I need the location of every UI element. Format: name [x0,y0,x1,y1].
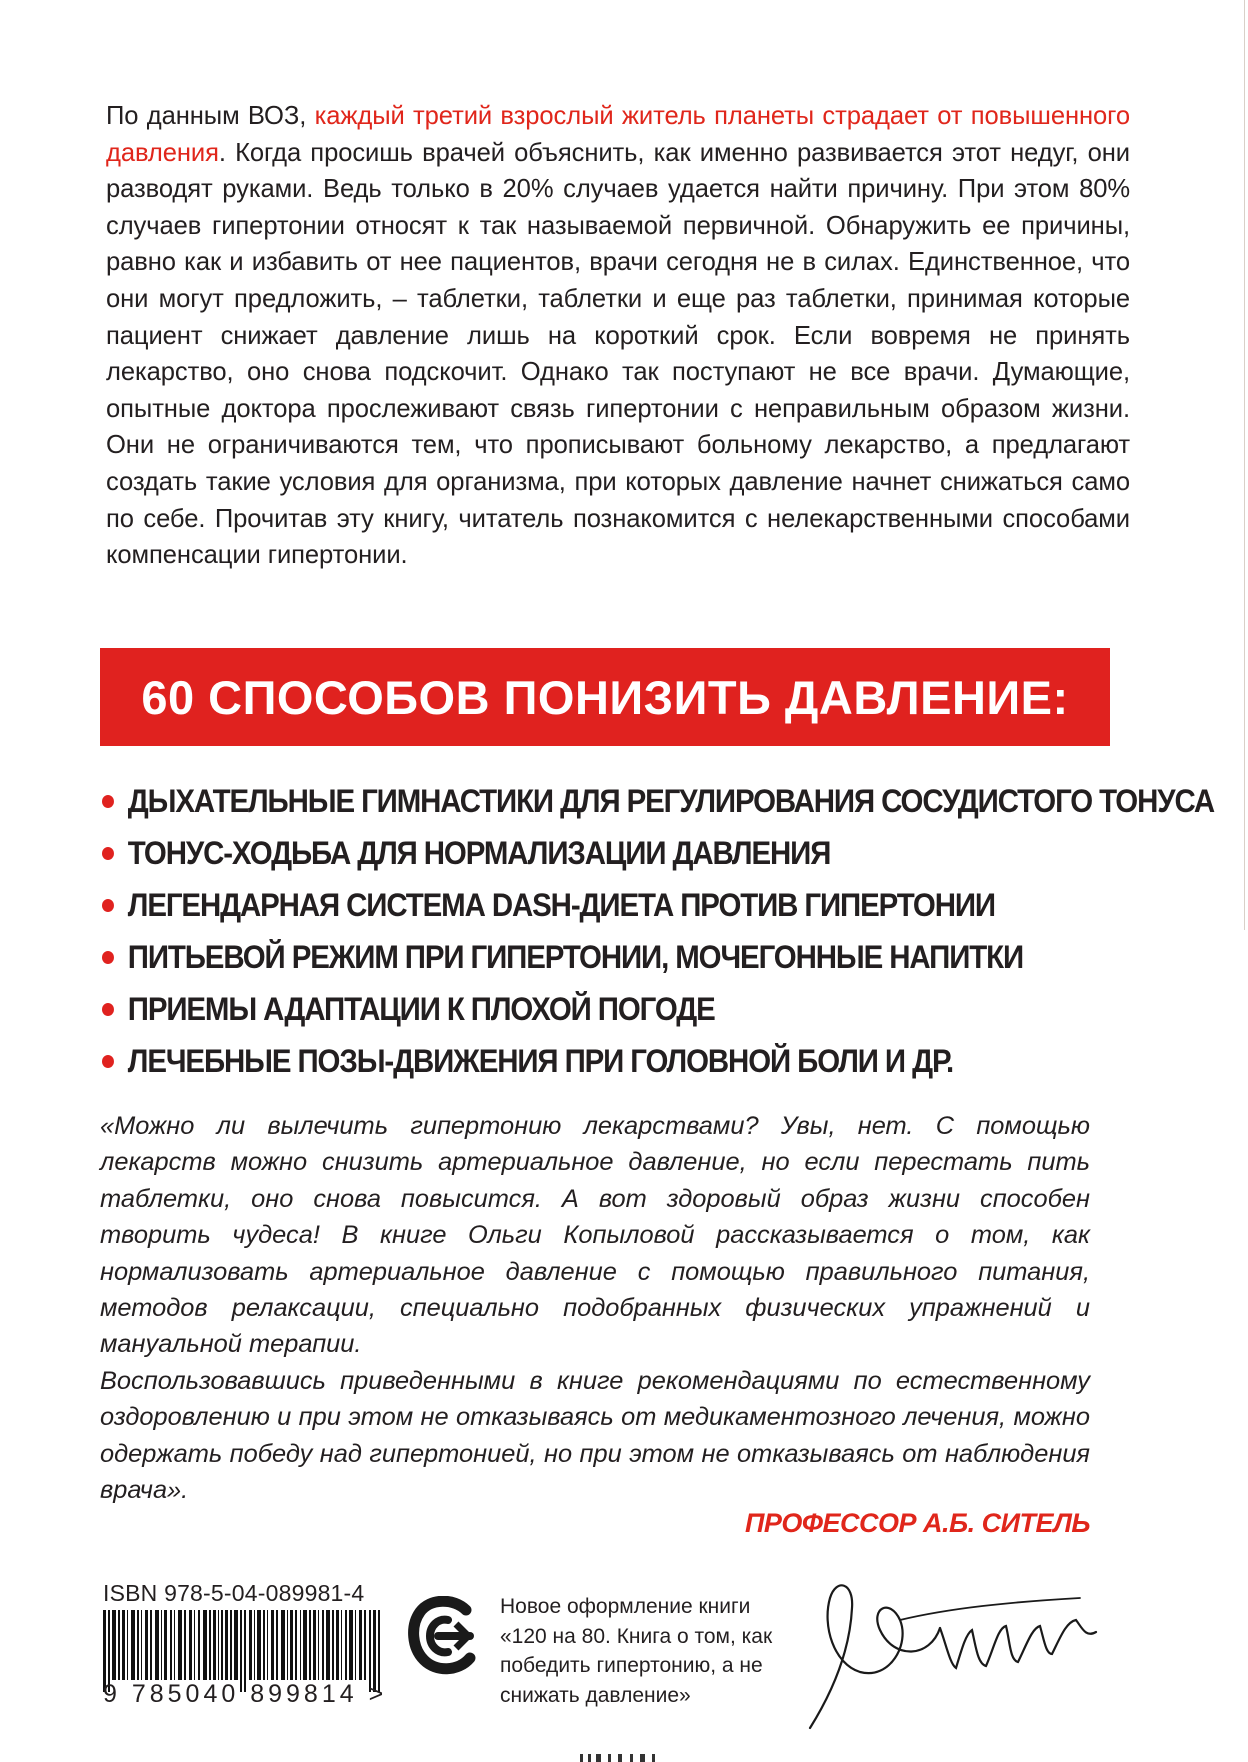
list-item [102,879,1077,931]
list-item-label: ПРИЕМЫ АДАПТАЦИИ К ПЛОХОЙ ПОГОДЕ [127,991,715,1027]
signature-icon [790,1568,1130,1738]
isbn-label: ISBN 978-5-04-089981-4 [103,1580,365,1606]
list-item-label: ТОНУС-ХОДЬБА ДЛЯ НОРМАЛИЗАЦИИ ДАВЛЕНИЯ [127,835,831,871]
bullet-icon [102,1055,114,1068]
page-edge-line [1244,0,1245,930]
list-item [102,983,1077,1035]
bullet-icon [102,1003,114,1016]
barcode-digits: 9 785040 899814 > [103,1680,388,1708]
quote-author: ПРОФЕССОР А.Б. СИТЕЛЬ [744,1508,1090,1538]
bullet-icon [102,847,114,860]
bullet-icon [102,795,114,808]
ways-list [102,775,1215,1087]
intro-rest: . Когда просишь врачей объяснить, как именно развивается этот недуг, они разводят руками. Ведь только в 20% случаев удается найти причину. При этом 80% случаев гипертонии относят к так называемой первичной. Обнаружить ее причины, равно как и избавить от нее пациентов, врачи сегодня не в силах. Единственное, что они могут предложить, – таблетки, таблетки и еще раз таблетки, принимая которые пациент снижает давление лишь на короткий срок. Если вовремя не принять лекарство, оно снова подскочит. Однако так поступают не все врачи. Думающие, опытные доктора прослеживают связь гипертонии с неправильным образом жизни. Они не ограничиваются тем, что прописывают больному лекарство, а предлагают создать такие условия для организма, при которых давление начнет снижаться само по себе. Прочитав эту книгу, читатель познакомится с нелекарственными способами компенсации гипертонии. [106,138,1130,570]
list-item-label: ДЫХАТЕЛЬНЫЕ ГИМНАСТИКИ ДЛЯ РЕГУЛИРОВАНИЯ СОСУДИСТОГО ТОНУСА [127,783,1215,819]
ways-banner: 60 СПОСОБОВ ПОНИЗИТЬ ДАВЛЕНИЕ: [100,648,1110,746]
quote-paragraph-1: «Можно ли вылечить гипертонию лекарствами? Увы, нет. С помощью лекарств можно снизить артериальное давление, но если перестать пить таблетки, оно снова повысится. А вот здоровый образ жизни способен творить чудеса! В книге Ольги Копыловой рассказывается о том, как нормализовать артериальное давление с помощью правильного питания, методов релаксации, специально подобранных физических упражнений и мануальной терапии. [100,1112,1090,1359]
quote-paragraph-2: Воспользовавшись приведенными в книге рекомендациями по естественному оздоровлению и при этом не отказываясь от медикаментозного лечения, можно одержать победу над гипертонией, но при этом не отказываясь от наблюдения врача». [100,1366,1090,1505]
list-item-label: ЛЕГЕНДАРНАЯ СИСТЕМА DASH-ДИЕТА ПРОТИВ ГИПЕРТОНИИ [127,887,995,923]
endorsement-quote [100,1108,1090,1508]
crop-marks [580,1752,670,1762]
list-item [102,1035,1077,1087]
list-item-label: ПИТЬЕВОЙ РЕЖИМ ПРИ ГИПЕРТОНИИ, МОЧЕГОННЫЕ НАПИТКИ [127,939,1024,975]
list-item [102,775,1215,827]
intro-paragraph [106,98,1130,574]
bullet-icon [102,951,114,964]
series-note: Новое оформление книги «120 на 80. Книга о том, как победить гипертонию, а не снижать давление» [500,1595,773,1707]
intro-highlight: каждый третий взрослый житель планеты страдает от повышенного давления [106,102,1130,167]
eksmo-logo-icon [408,1596,480,1676]
list-item [102,931,1077,983]
list-item [102,827,1077,879]
intro-lead: По данным ВОЗ, [106,102,315,130]
bullet-icon [102,899,114,912]
list-item-label: ЛЕЧЕБНЫЕ ПОЗЫ-ДВИЖЕНИЯ ПРИ ГОЛОВНОЙ БОЛИ И ДР. [127,1043,954,1079]
